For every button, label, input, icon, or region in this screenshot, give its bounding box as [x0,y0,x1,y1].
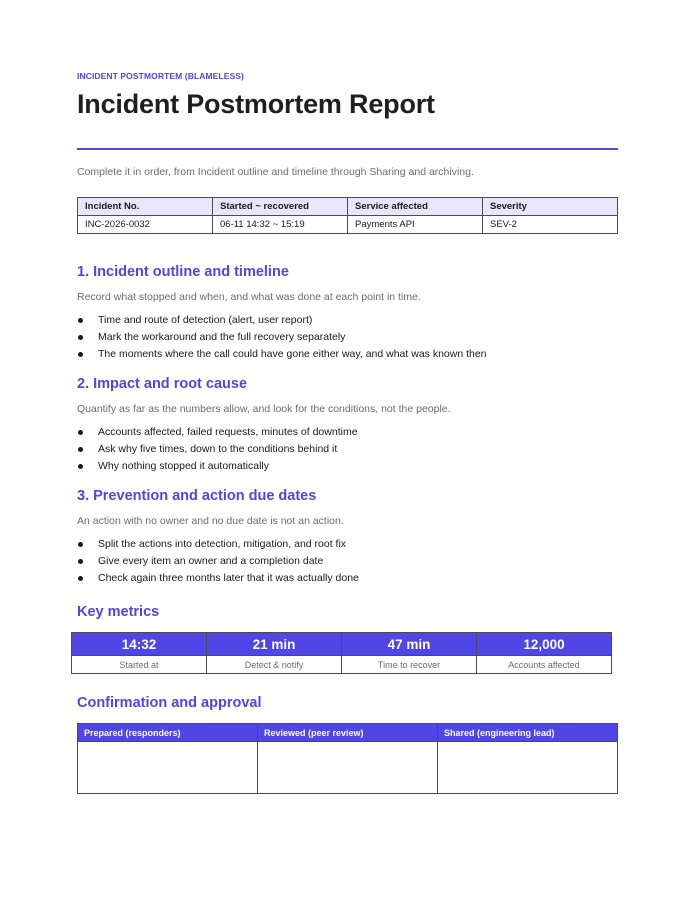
metrics-table [71,632,612,674]
info-value-cell: INC-2026-0032 [78,216,213,234]
list-item [77,346,487,363]
list-item [77,570,359,587]
info-value-cell: SEV-2 [483,216,618,234]
approval-heading: Confirmation and approval [77,695,262,711]
info-value-row [78,216,618,234]
list-item [77,536,359,553]
list-item [77,312,487,329]
info-value-cell: 06-11 14:32 ~ 15:19 [213,216,348,234]
bullet-icon [78,318,83,323]
info-header-cell: Service affected [348,198,483,216]
section-heading: 3. Prevention and action due dates [77,488,317,504]
metrics-heading: Key metrics [77,604,160,620]
metric-value: 12,000 [477,633,612,656]
metric-value: 47 min [342,633,477,656]
bullet-icon [78,447,83,452]
section-subtitle: Quantify as far as the numbers allow, and look for the conditions, not the people. [77,403,451,415]
section-heading: 1. Incident outline and timeline [77,264,289,280]
info-header-cell: Incident No. [78,198,213,216]
bullet-icon [78,430,83,435]
eyebrow-label: INCIDENT POSTMORTEM (BLAMELESS) [77,71,244,81]
approval-header-cell: Prepared (responders) [78,724,258,742]
list-item-text: Accounts affected, failed requests, minutes of downtime [98,426,358,438]
list-item [77,553,359,570]
list-item [77,458,358,475]
signature-cell-shared[interactable] [438,742,618,794]
section-subtitle: Record what stopped and when, and what was done at each point in time. [77,291,421,303]
metric-value: 21 min [207,633,342,656]
list-item-text: Why nothing stopped it automatically [98,460,270,472]
section-bullet-list [77,424,358,475]
section-bullet-list [77,536,359,587]
bullet-icon [78,542,83,547]
intro-text: Complete it in order, from Incident outline and timeline through Sharing and archiving. [77,166,474,178]
list-item-text: Ask why five times, down to the conditions behind it [98,443,338,455]
list-item-text: Check again three months later that it was actually done [98,572,359,584]
incident-info-table [77,197,618,234]
bullet-icon [78,464,83,469]
list-item-text: Split the actions into detection, mitigation, and root fix [98,538,347,550]
bullet-icon [78,559,83,564]
approval-header-row [78,724,618,742]
signature-cell-reviewed[interactable] [258,742,438,794]
title-divider [77,148,618,150]
approval-signature-row [78,742,618,794]
info-value-cell: Payments API [348,216,483,234]
metric-value: 14:32 [72,633,207,656]
page-title: Incident Postmortem Report [77,89,435,119]
info-header-cell: Started ~ recovered [213,198,348,216]
metrics-label-row [72,656,612,674]
section-bullet-list [77,312,487,363]
metric-label: Accounts affected [477,656,612,674]
section-subtitle: An action with no owner and no due date is not an action. [77,515,344,527]
approval-header-cell: Shared (engineering lead) [438,724,618,742]
metric-label: Detect & notify [207,656,342,674]
bullet-icon [78,335,83,340]
list-item [77,424,358,441]
approval-header-cell: Reviewed (peer review) [258,724,438,742]
metric-label: Time to recover [342,656,477,674]
list-item-text: Time and route of detection (alert, user report) [98,314,313,326]
list-item-text: Give every item an owner and a completion date [98,555,324,567]
signature-cell-prepared[interactable] [78,742,258,794]
metric-label: Started at [72,656,207,674]
metrics-value-row [72,633,612,656]
info-header-row [78,198,618,216]
list-item-text: The moments where the call could have gone either way, and what was known then [98,348,487,360]
bullet-icon [78,352,83,357]
list-item-text: Mark the workaround and the full recovery separately [98,331,346,343]
section-heading: 2. Impact and root cause [77,376,248,392]
info-header-cell: Severity [483,198,618,216]
list-item [77,329,487,346]
bullet-icon [78,576,83,581]
list-item [77,441,358,458]
approval-table [77,723,618,794]
